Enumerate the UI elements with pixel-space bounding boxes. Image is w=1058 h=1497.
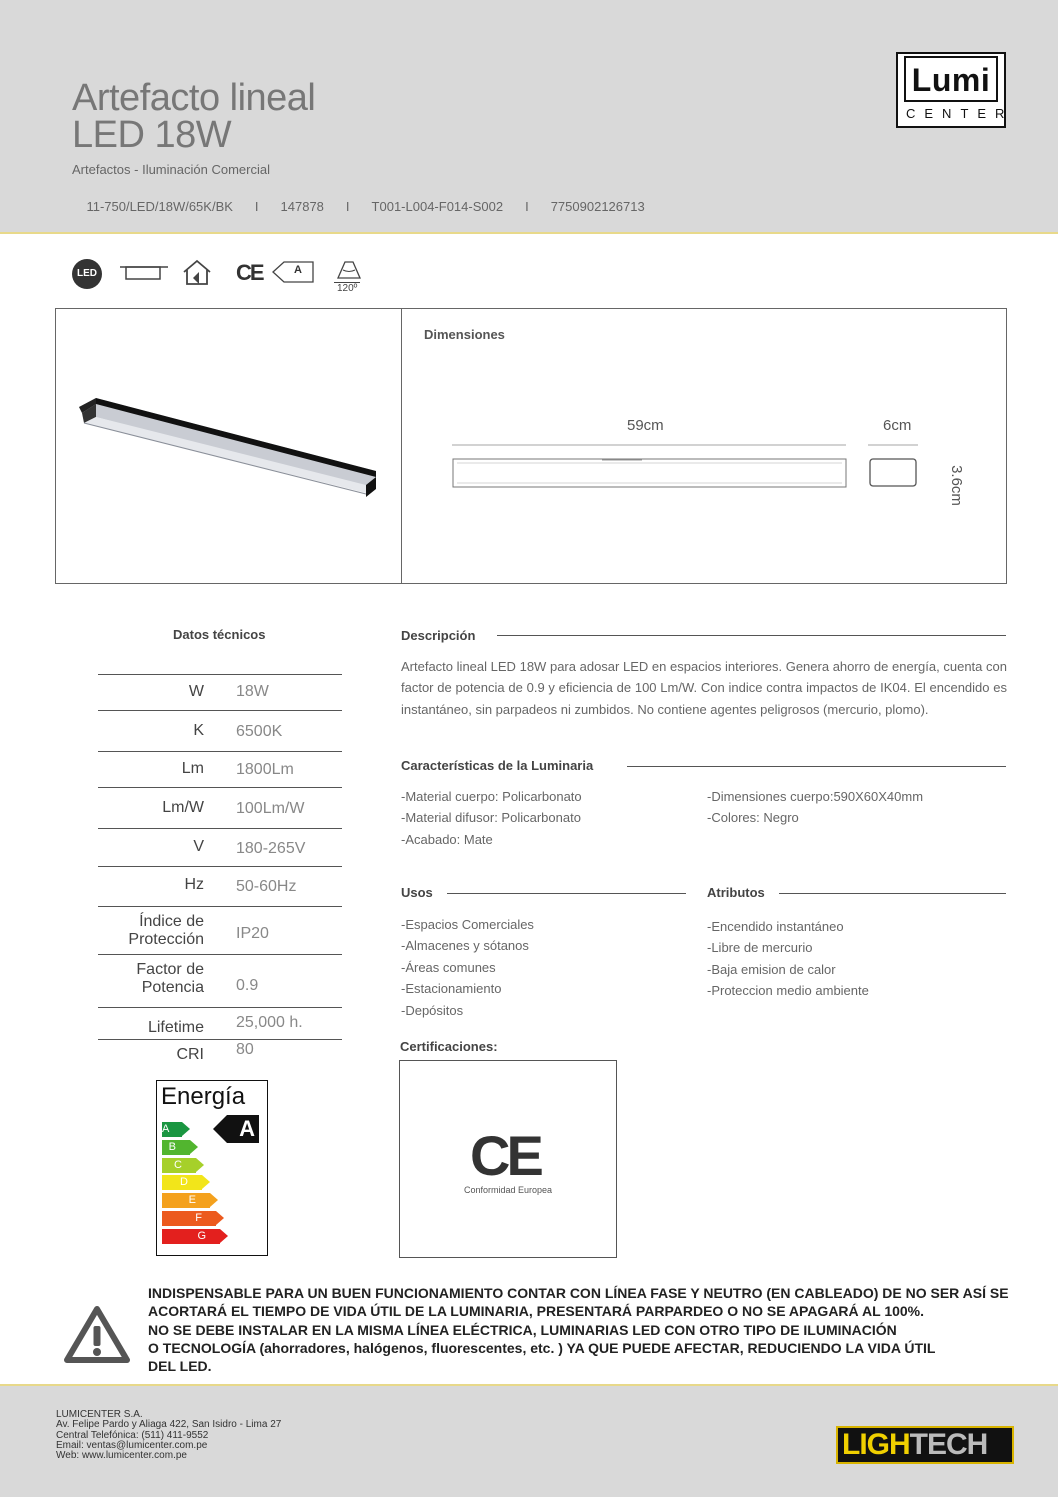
datos-key: Índice de Protección [128,913,204,948]
title-line-2: LED 18W [72,114,232,156]
list-item: -Libre de mercurio [707,940,813,956]
list-item: -Áreas comunes [401,959,496,975]
atributos-list [707,916,869,1002]
code-separator: I [254,199,259,214]
datos-key: CRI [176,1046,204,1063]
warning-line: O TECNOLOGÍA (ahorradores, halógenos, fluorescentes, etc. ) YA QUE PUEDE AFECTAR, REDUCIENDO LA VIDA ÚTIL [148,1339,936,1356]
lightech-logo: LIGHTECH [836,1426,1014,1464]
datos-value: 6500K [236,723,283,740]
list-item: -Material difusor: Policarbonato [401,810,581,826]
caracteristicas-list-right [707,786,923,829]
datos-value: 18W [236,683,269,700]
box-divider [401,309,402,583]
company-address: Av. Felipe Pardo y Aliaga 422, San Isidro - Lima 27 [56,1419,282,1431]
list-item: -Dimensiones cuerpo:590X60X40mm [707,789,924,804]
datos-key: Hz [184,876,204,893]
feature-icons [72,256,392,296]
product-code: 11-750/LED/18W/65K/BK [86,199,233,214]
company-phone: Central Telefónica: (511) 411-9552 [56,1429,209,1441]
energy-class-letter: A [294,264,302,276]
datos-row [98,954,342,1007]
page-footer [0,1384,1058,1497]
datos-key: Lm [181,760,204,777]
dimension-drawing [452,443,924,491]
descripcion-text: Artefacto lineal LED 18W para adosar LED en espacios interiores. Genera ahorro de energía, cuenta con factor de potencia de 0.9 y eficiencia de 100 Lm/W. Con indice contra impactos de IK04. El encendido es instantáneo, sin parpadeos ni zumbidos. No contiene agentes peligrosos (mercurio, plomo). [401,659,1007,717]
datos-key: Factor de Potencia [136,961,204,996]
energy-label-title: Energía [161,1083,246,1110]
energy-bar: C [162,1158,196,1173]
datos-row [98,674,342,710]
certificaciones-title: Certificaciones: [400,1039,498,1054]
datos-row [98,828,342,866]
list-item: -Colores: Negro [707,810,799,826]
logo-text-top: Lumi [904,56,998,102]
list-item: -Estacionamiento [401,981,502,997]
warning-line: ACORTARÁ EL TIEMPO DE VIDA ÚTIL DE LA LUMINARIA, PRESENTARÁ PARPARDEO O NO SE APAGARÁ AL 100%. [148,1303,925,1320]
company-info [56,1410,281,1461]
datos-row [98,866,342,906]
product-id: 147878 [280,199,324,214]
product-barcode: 7750902126713 [550,199,645,214]
datos-value: 0.9 [236,977,259,994]
indoor-icon [180,258,216,288]
descripcion-title: Descripción [401,628,489,643]
warning-text [148,1284,1018,1375]
list-item: -Espacios Comerciales [401,917,534,932]
atributos-title: Atributos [707,885,779,900]
warning-line: INDISPENSABLE PARA UN BUEN FUNCIONAMIENTO CONTAR CON LÍNEA FASE Y NEUTRO (EN CABLEADO) DE NO SER ASÍ SE [148,1285,1009,1301]
caracteristicas-list-left [401,786,582,850]
dimensions-title: Dimensiones [424,327,505,342]
product-box [55,308,1007,584]
datos-key: V [193,838,204,855]
certification-caption: Conformidad Europea [463,1185,553,1195]
energy-bar: E [162,1193,210,1208]
dimension-height: 3.6cm [947,465,965,506]
datos-row [98,751,342,787]
company-name: LUMICENTER S.A. [56,1409,143,1420]
beam-angle-icon [334,258,364,282]
ce-mark-icon: CE [470,1124,540,1187]
datos-key: K [193,722,204,739]
logo-text-bottom: CENTER [906,106,1014,121]
datos-value: 1800Lm [236,761,294,778]
certification-box [399,1060,617,1258]
company-web: Web: www.lumicenter.com.pe [56,1450,187,1462]
lumicenter-logo [896,52,1014,128]
datos-value: 80 [236,1041,254,1058]
section-rule [497,635,1006,636]
energy-bar: F [162,1211,216,1226]
datos-row [98,710,342,751]
led-badge-icon: LED [72,259,102,289]
title-line-1: Artefacto lineal [72,77,316,119]
list-item: -Proteccion medio ambiente [707,983,869,999]
datos-key: Lm/W [162,799,204,816]
datos-value: IP20 [236,925,269,942]
datos-row [98,1039,342,1069]
datos-value: 50-60Hz [236,878,297,895]
dimension-length: 59cm [627,417,664,434]
datos-row [98,787,342,828]
energy-bar: G [162,1229,220,1244]
page-subtitle: Artefactos - Iluminación Comercial [72,162,270,177]
ce-mark-icon: CE [236,260,263,285]
product-image [74,393,380,501]
datos-row [98,906,342,954]
section-rule [627,766,1006,767]
datos-value: 25,000 h. [236,1014,303,1031]
energy-bar: B [162,1140,190,1155]
energy-label [156,1080,268,1256]
code-separator: I [525,199,529,214]
energy-rating-marker: A [227,1115,259,1143]
list-item: -Acabado: Mate [401,831,493,847]
energy-class-icon [272,260,314,284]
beam-angle-label: 120º [334,282,360,294]
page-title [72,77,316,156]
warning-line: DEL LED. [148,1358,212,1375]
datos-key: Lifetime [147,1019,204,1036]
datos-title: Datos técnicos [173,627,266,642]
usos-list [401,914,534,1021]
datos-table [98,674,342,1069]
datos-key: W [188,683,204,700]
list-item: -Almacenes y sótanos [401,938,529,954]
page-header [0,0,1058,234]
energy-bar: A [162,1122,182,1137]
company-email: Email: ventas@lumicenter.com.pe [56,1439,208,1451]
dimension-width: 6cm [883,417,912,434]
warning-line: NO SE DEBE INSTALAR EN LA MISMA LÍNEA ELÉCTRICA, LUMINARIAS LED CON OTRO TIPO DE ILUMINACIÓN [148,1321,897,1338]
product-ref: T001-L004-F014-S002 [371,199,504,214]
product-codes [72,184,667,229]
datos-value: 100Lm/W [236,800,305,817]
code-separator: I [345,199,350,214]
energy-bar: D [162,1175,202,1190]
list-item: -Encendido instantáneo [707,919,844,934]
warning-icon [64,1306,130,1364]
datos-value: 180-265V [236,840,306,857]
usos-title: Usos [401,885,447,900]
datos-row [98,1007,342,1039]
list-item: -Material cuerpo: Policarbonato [401,789,582,804]
surface-mount-icon [120,264,168,284]
caracteristicas-title: Características de la Luminaria [401,758,607,773]
list-item: -Depósitos [401,1002,464,1018]
list-item: -Baja emision de calor [707,961,836,977]
